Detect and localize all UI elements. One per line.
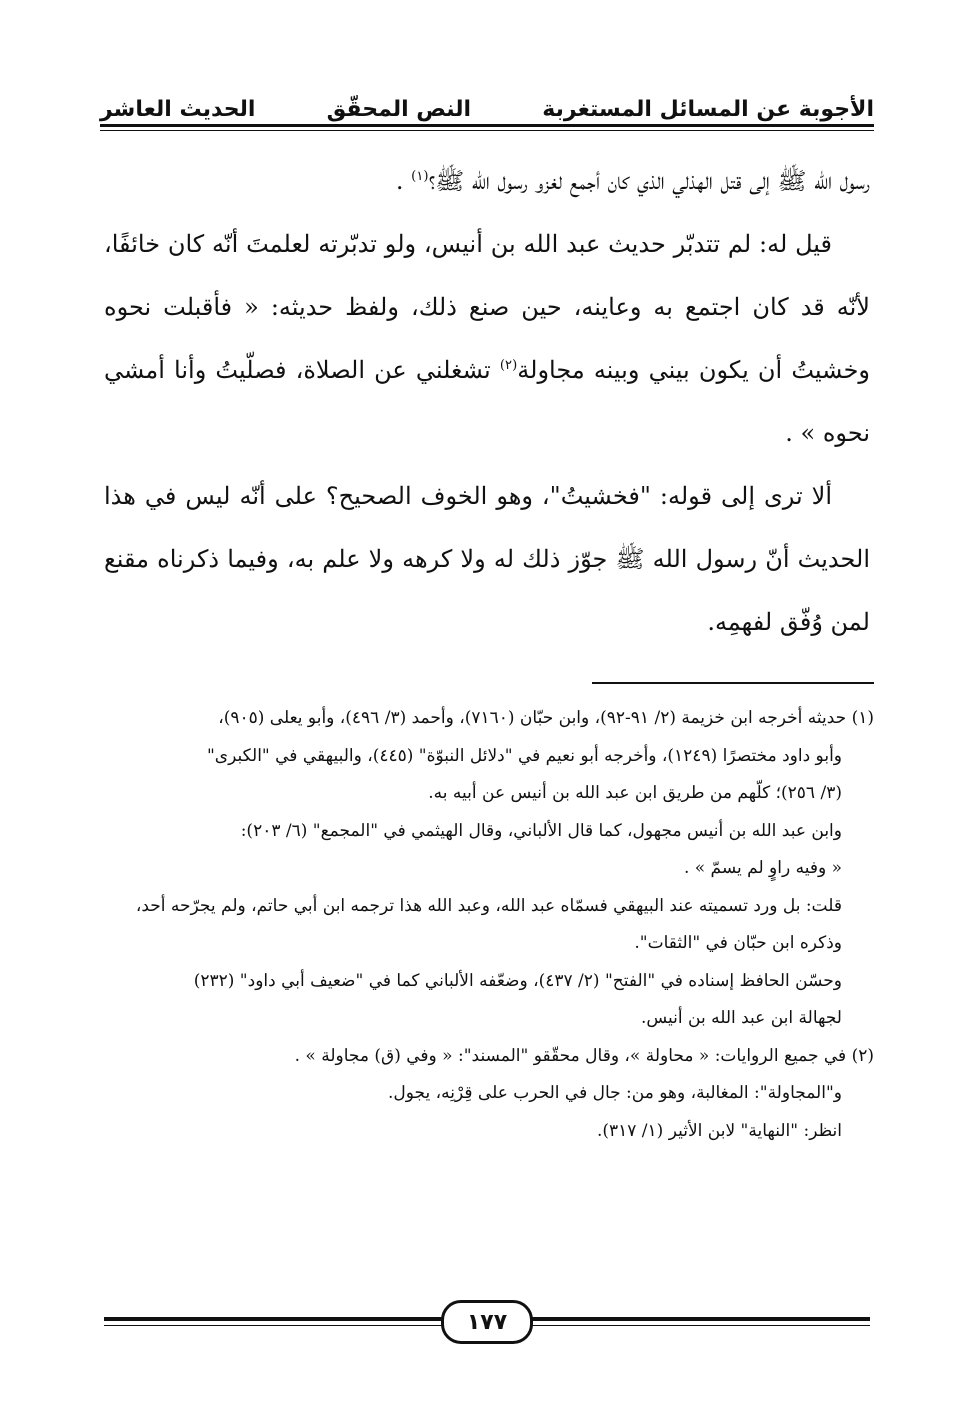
running-header [100,82,874,122]
paragraph-3: ألا ترى إلى قوله: "فخشيتُ"، وهو الخوف الصحيح؟ على أنّه ليس في هذا الحديث أنّ رسول الله ﷺ جوّز ذلك له ولا كرهه ولا علم به، وفيما ذكرناه مقنع لمن وُفّق لفهمِه. [104,482,871,636]
paragraph-2-text-b: تشغلني عن الصلاة، فصلّيتُ وأنا أمشي نحوه » . [104,356,870,447]
main-text [104,150,870,654]
section-title: النص المحقّق [326,97,472,122]
book-title: الأجوبة عن المسائل المستغربة [542,97,874,122]
footnote-1-line-4: وابن عبد الله بن أنيس مجهول، كما قال الألباني، وقال الهيثمي في "المجمع" (٦/ ٢٠٣): [240,820,842,841]
footnote-2-line-2: و"المجاولة": المغالبة، وهو من: جال في الحرب على قِرْنِه، يجول. [388,1083,842,1103]
paragraph-2-text-a: قيل له: لم تتدبّر حديث عبد الله بن أنيس، ولو تدبّرته لعلمتَ أنّه كان خائفًا، لأنّه قد كان اجتمع به وعاينه، حين صنع ذلك، ولفظ حديثه: « فأقبلت نحوه وخشيتُ أن يكون بيني وبينه مجاولة [104,230,870,384]
footnotes [100,700,874,1150]
paragraph-1: رسول الله ﷺ إلى قتل الهذلي الذي كان أجمع لغزو رسول الله ﷺ؟$^{(١)}$ . [395,167,870,195]
footnote-1-line-9: لجهالة ابن عبد الله بن أنيس. [640,1008,842,1028]
header-rule-thin [100,130,874,131]
footnote-separator [592,682,874,684]
footnote-ref-2: (٢) [499,358,518,373]
footnote-1-line-5: « وفيه راوٍ لم يسمّ » . [683,858,842,878]
footnote-1-line-6: قلت: بل ورد تسميته عند البيهقي فسمّاه عبد الله، وعبد الله هذا ترجمه ابن أبي حاتم، ولم يجرّحه أحد، [135,895,842,916]
paragraph-1-text: رسول الله ﷺ إلى قتل الهذلي الذي كان أجمع لغزو رسول الله ﷺ؟ [428,167,870,195]
footnote-1-line-2: وأبو داود مختصرًا (١٢٤٩)، وأخرجه أبو نعيم في "دلائل النبوّة" (٤٤٥)، والبيهقي في "الكبرى" [206,745,842,766]
footnote-1-line-7: وذكره ابن حبّان في "الثقات". [634,933,842,953]
footnote-1-line-1: (١) حديثه أخرجه ابن خزيمة (٢/ ٩١-٩٢)، وابن حبّان (٧١٦٠)، وأحمد (٣/ ٤٩٦)، وأبو يعلى (٩٠٥)، [218,708,874,728]
page-number: ١٧٧ [441,1300,533,1344]
footnote-1-line-8: وحسّن الحافظ إسناده في "الفتح" (٢/ ٤٣٧)، وضعّفه الألباني كما في "ضعيف أبي داود" (٢٣٢) [193,970,842,991]
footnote-2-line-3: انظر: "النهاية" لابن الأثير (١/ ٣١٧). [596,1120,842,1141]
footnote-2-line-1: (٢) في جميع الروايات: « محاولة »، وقال محقّقو "المسند": « وفي (ق) مجاولة » . [294,1045,874,1066]
paragraph-2 [104,213,870,465]
footnote-ref-1: (١) [411,169,429,184]
header-rule-thick [100,124,874,127]
footnote-1-line-3: (٣/ ٢٥٦)؛ كلّهم من طريق ابن عبد الله بن أنيس عن أبيه به. [428,783,842,803]
chapter-title: الحديث العاشر [100,97,256,122]
